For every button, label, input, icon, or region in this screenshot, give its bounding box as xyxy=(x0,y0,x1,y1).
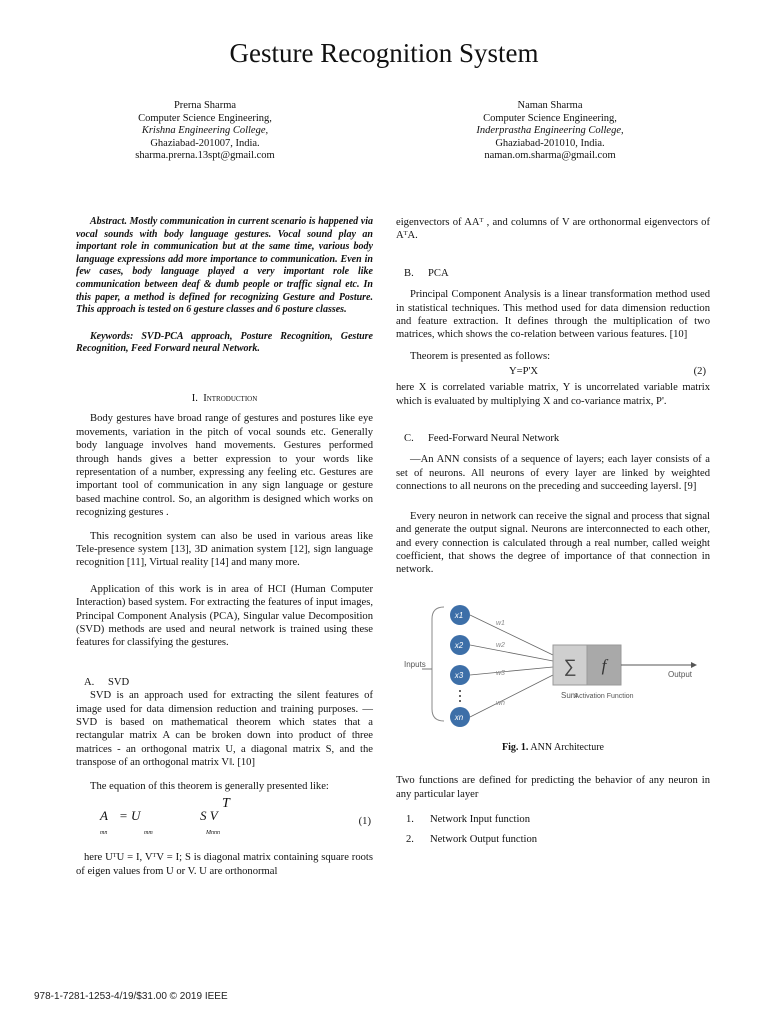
inputs-brace xyxy=(432,607,444,721)
activation-label: Activation Function xyxy=(574,692,634,700)
svd-continuation: eigenvectors of AAᵀ , and columns of V are orthonormal eigenvectors of AᵀA. xyxy=(396,217,710,242)
sum-label: Sum xyxy=(561,690,578,700)
pca-equation: Y=P'X xyxy=(509,366,539,378)
author-city: Ghaziabad-201010, India. xyxy=(495,137,605,149)
ffnn-paragraph-2: Every neuron in network can receive the signal and process that signal and generate the output signal. Neurons are interconnected to each other, and every connection is calculated through a real number, called weight coefficient, that shows the degree of importance of that connection in network. xyxy=(396,510,710,576)
figure-caption xyxy=(396,741,710,754)
list-text: Network Input function xyxy=(430,813,531,825)
author-email: naman.om.sharma@gmail.com xyxy=(484,150,616,162)
input-neurons xyxy=(450,605,470,727)
svd-paragraph-3: here UᵀU = I, VᵀV = I; S is diagonal matrix containing square roots of eigen values from U or V. U are orthonormal xyxy=(76,852,373,877)
eq-equals-u: = U xyxy=(119,808,141,824)
inputs-label: Inputs xyxy=(404,659,426,669)
paper-title: Gesture Recognition System xyxy=(229,38,539,68)
author-name: Prerna Sharma xyxy=(173,100,237,111)
list-number: 2. xyxy=(406,834,414,846)
ellipsis-dots xyxy=(459,690,461,702)
section-number: I. xyxy=(191,392,198,404)
list-item xyxy=(406,833,710,846)
caption-label: Fig. 1. xyxy=(502,741,529,753)
pca-paragraph-2: Theorem is presented as follows: xyxy=(410,350,551,362)
section-heading-introduction xyxy=(76,392,373,405)
author-college: Inderprastha Engineering College, xyxy=(476,125,624,137)
abstract: Abstract. Mostly communication in current scenario is happened via vocal sounds with body language gestures. Vocal sound play an important role in communication but at the same time, various body language expressions add more importance to communication. Even in few cases, body language played a very important role like communication between deaf & dumb people or traffic signal etc. In this paper, a method is defined for recognizing Gesture and Posture. This approach is tested on 6 gesture classes and 6 posture classes. xyxy=(76,216,373,316)
equation-1 xyxy=(76,796,373,839)
list-item xyxy=(406,813,710,826)
author-college: Krishna Engineering College, xyxy=(141,125,269,137)
after-figure-paragraph: Two functions are defined for predicting the behavior of any neuron in any particular layer xyxy=(396,775,710,800)
weight-label: w1 xyxy=(496,619,505,627)
weight-label: w3 xyxy=(496,669,505,677)
svd-paragraph-1: SVD is an approach used for extracting the silent features of image used for data dimension reduction and training purposes. —SVD is based on mathematical theorem which states that a rectangular matrix A can be broken down into product of three matrices - an orthogonal matrix U, a diagonal matrix S, and the transpose of an orthogonal matrix V‖. [10] xyxy=(76,690,373,769)
subsection-heading-pca xyxy=(404,267,710,280)
intro-paragraph-3: Application of this work is in area of HCI (Human Computer Interaction) based system. For extracting the features of input images, Principal Component Analysis (PCA), Singular value Decomposition (SVD) methods are used and neural network is trained using these features for classifying the gestures. xyxy=(76,583,373,649)
ann-architecture-figure xyxy=(396,595,710,735)
function-list xyxy=(406,813,710,847)
input-label: x3 xyxy=(454,670,464,680)
weight-label: wn xyxy=(496,699,505,707)
weight-lines xyxy=(470,615,553,717)
subsection-heading-ffnn xyxy=(404,432,710,445)
svd-paragraph-2: The equation of this theorem is generally presented like: xyxy=(90,780,329,792)
copyright-footer: 978-1-7281-1253-4/19/$31.00 © 2019 IEEE xyxy=(34,991,228,1002)
left-column xyxy=(76,216,373,878)
input-label: xn xyxy=(454,712,464,722)
list-text: Network Output function xyxy=(430,834,538,846)
eq-sub-mnnn: Mnnn xyxy=(206,830,220,837)
output-label: Output xyxy=(667,669,693,679)
author-name: Naman Sharma xyxy=(517,100,583,111)
pca-paragraph-1: Principal Component Analysis is a linear transformation method used in statistical techniques. This method used for data dimension reduction and feature extraction. It defines through the multiplication of two matrices, which shows the co-relation between various features. [10] xyxy=(396,289,710,341)
section-title: Introduction xyxy=(203,392,258,404)
eq-a: A xyxy=(100,808,108,824)
list-number: 1. xyxy=(406,813,414,825)
ann-diagram xyxy=(396,595,710,735)
eq-superscript-t: T xyxy=(222,796,230,812)
pca-paragraph-3: here X is correlated variable matrix, Y is uncorrelated variable matrix which is evaluated by multiplying X and co-variance matrix, P'. xyxy=(396,382,710,407)
subsection-heading-svd xyxy=(84,676,373,689)
author-block-1 xyxy=(75,100,335,163)
equation-number: (2) xyxy=(693,366,706,378)
subsection-title: Feed-Forward Neural Network xyxy=(428,433,560,445)
caption-text: ANN Architecture xyxy=(530,741,604,753)
author-dept: Computer Science Engineering, xyxy=(138,112,272,124)
intro-paragraph-2: This recognition system can also be used in various areas like Tele-presence system [13], 3D animation system [12], sign language recognition [11], Virtual reality [14] and many more. xyxy=(76,530,373,569)
subsection-label: A. xyxy=(84,676,95,688)
equation-2 xyxy=(396,365,710,381)
eq-sub-mm: mm xyxy=(144,830,153,837)
input-label: x2 xyxy=(454,640,464,650)
subsection-label: C. xyxy=(404,433,414,445)
author-city: Ghaziabad-201007, India. xyxy=(150,137,260,149)
subsection-title: PCA xyxy=(428,267,449,279)
intro-paragraph-1: Body gestures have broad range of gestures and postures like eye movements, variation in the pitch of vocal sounds etc. Generally body language involves hand movements. Gestures performed through hands gives a better expression to your words like representation of a number, expressing any feeling etc. Gestures are important tool of communication in any sign language or gesture based machine control. So, an algorithm is designed which works on recognizing gestures . xyxy=(76,413,373,519)
sum-symbol: ∑ xyxy=(563,655,577,676)
ffnn-paragraph-1: —An ANN consists of a sequence of layers; each layer consists of a set of neurons. All neurons of every layer are linked by weighted connections to all neurons on the preceding and succeeding layers‖. [9] xyxy=(396,454,710,493)
author-email: sharma.prerna.13spt@gmail.com xyxy=(135,150,275,162)
right-column xyxy=(396,216,710,854)
subsection-label: B. xyxy=(404,267,414,279)
function-symbol: f xyxy=(601,655,607,675)
subsection-title: SVD xyxy=(108,676,130,688)
eq-sub-mn: mn xyxy=(100,830,108,837)
author-block-2 xyxy=(420,100,680,163)
weight-label: w2 xyxy=(496,641,505,649)
input-label: x1 xyxy=(454,610,464,620)
author-dept: Computer Science Engineering, xyxy=(483,112,617,124)
equation-number: (1) xyxy=(358,816,371,828)
eq-sv: S V xyxy=(200,808,218,824)
keywords: Keywords: SVD-PCA approach, Posture Recognition, Gesture Recognition, Feed Forward neural Network. xyxy=(76,330,373,355)
